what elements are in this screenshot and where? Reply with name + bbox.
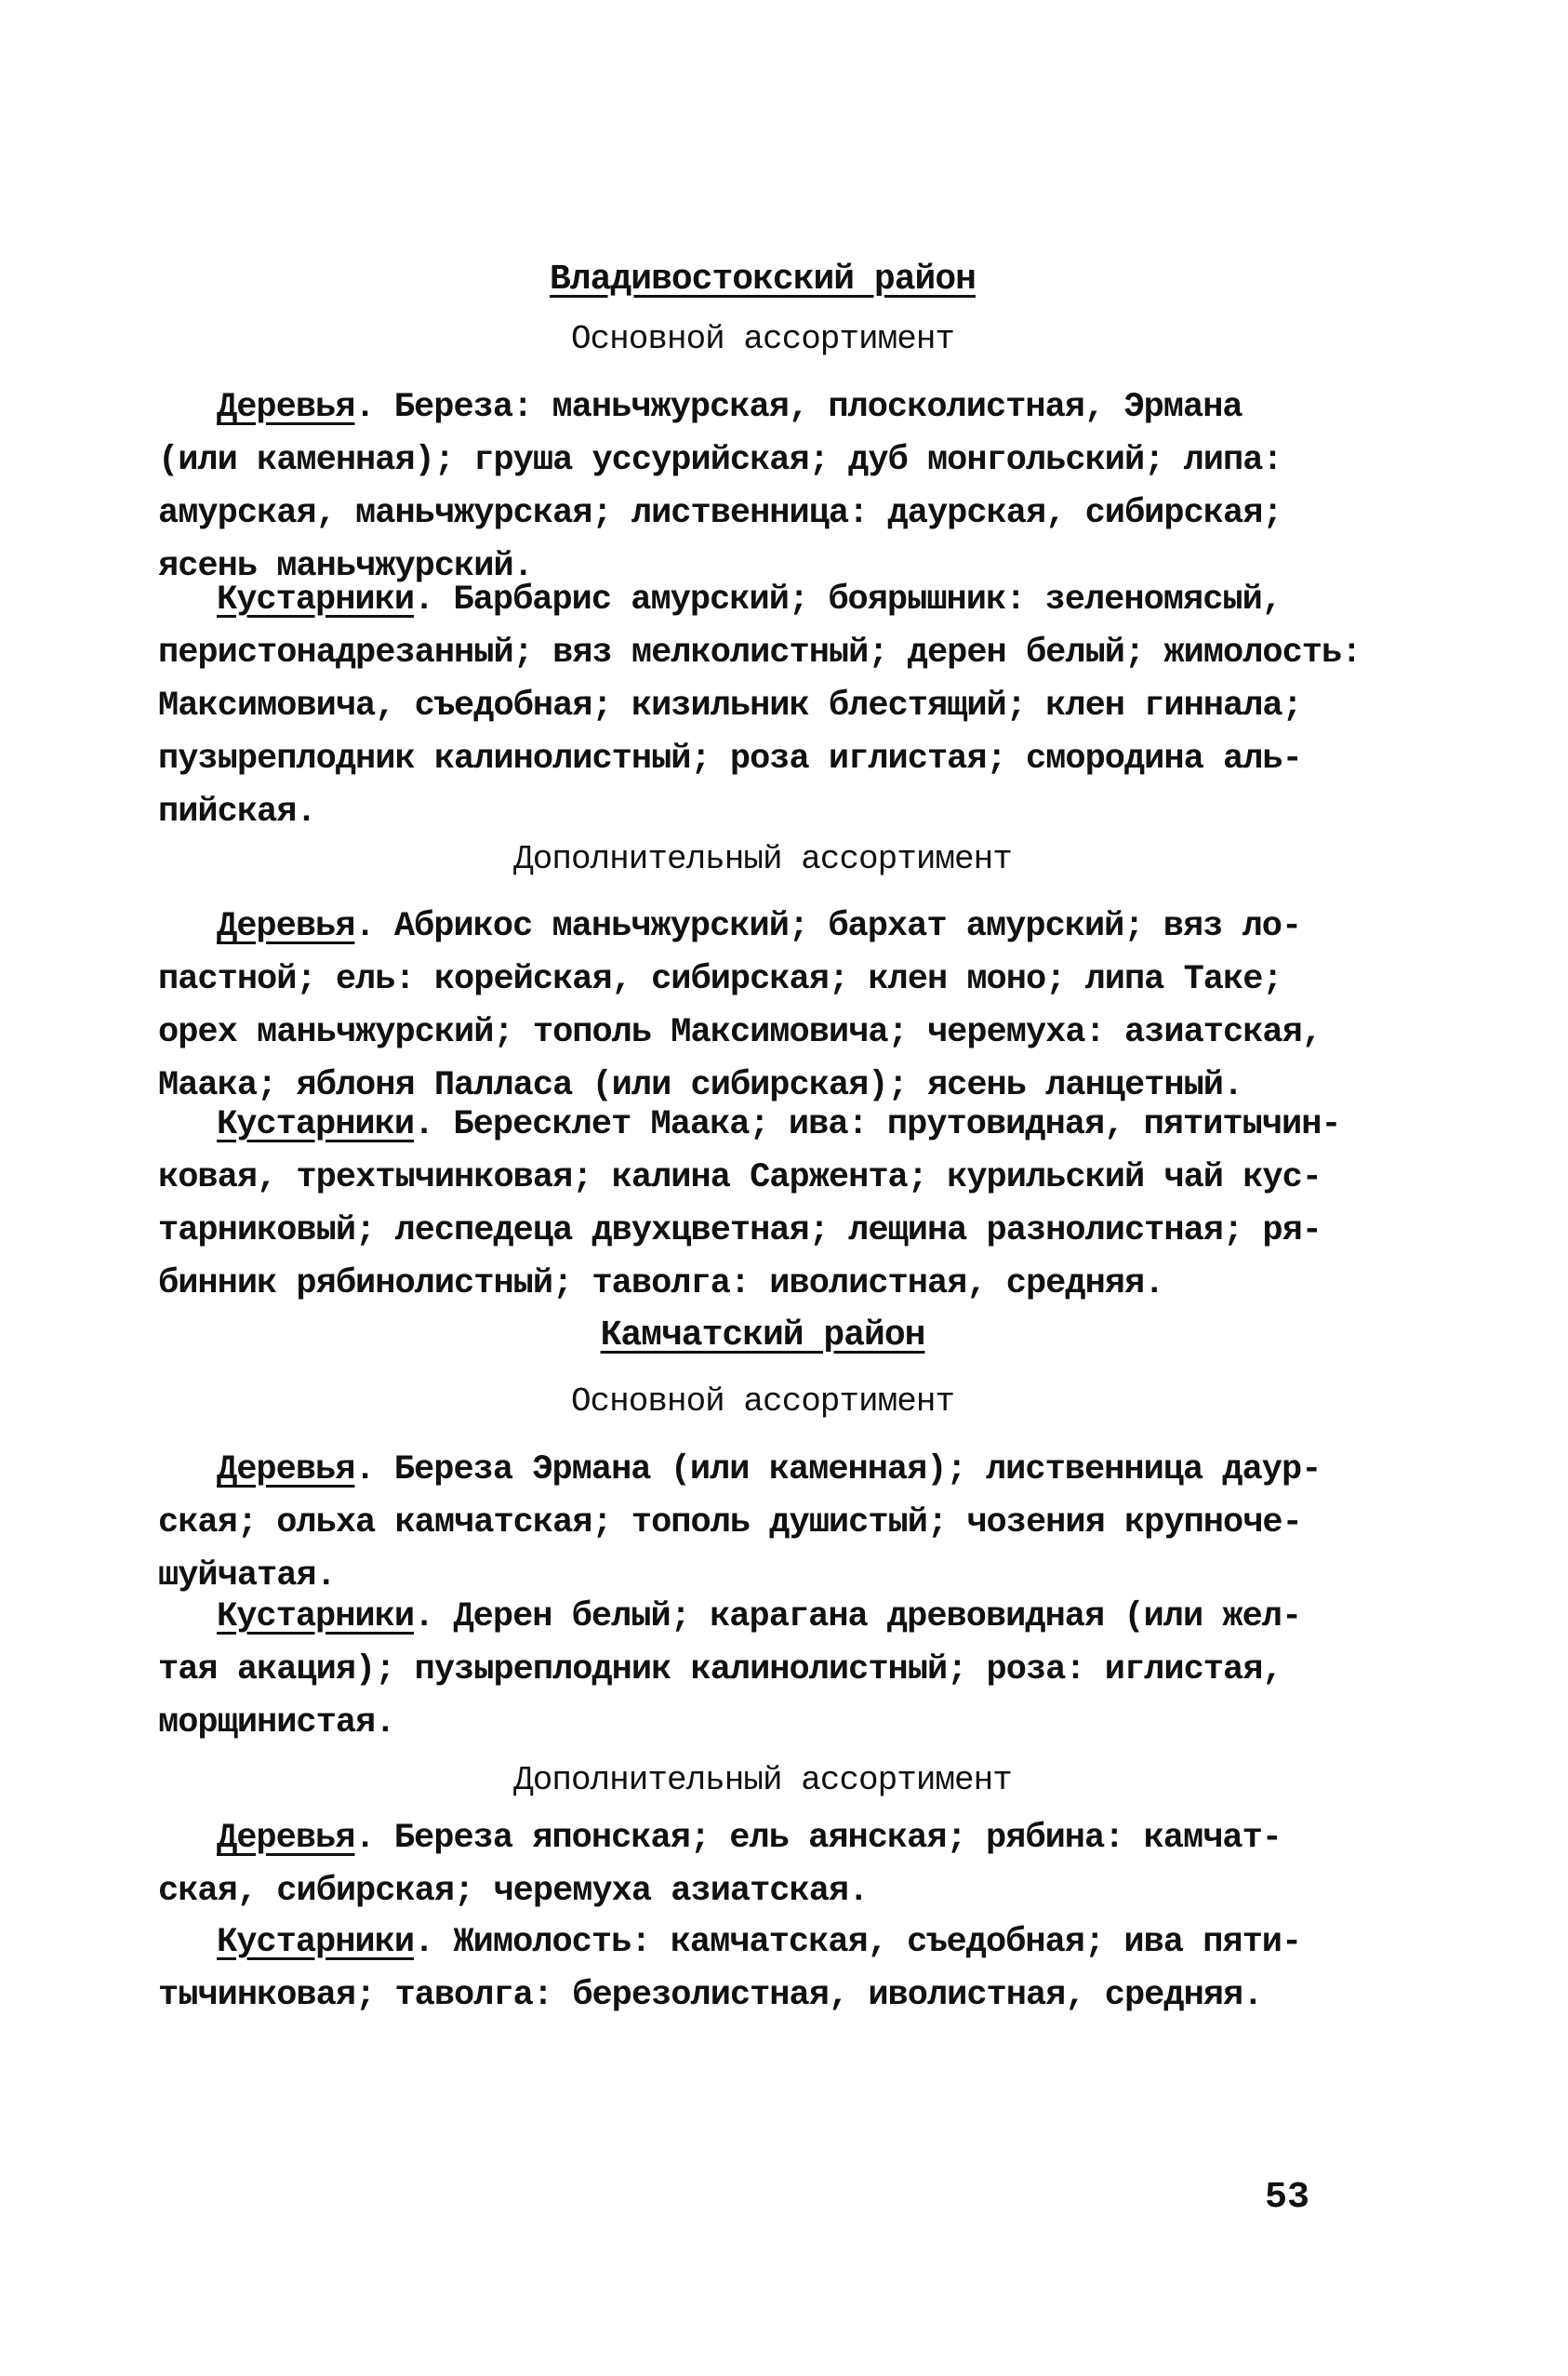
paragraph-extra-shrubs-cont <box>158 1152 1367 1311</box>
label-shrubs: Кустарники <box>217 1105 415 1144</box>
text-line: орех маньчжурский; тополь Максимовича; черемуха: азиатская, <box>158 1013 1322 1052</box>
text-line: пузыреплодник калинолистный; роза иглистая; смородина аль- <box>158 740 1302 779</box>
region-title-kamchatka <box>158 1309 1367 1362</box>
text-line: тычинковая; таволга: березолистная, иволистная, средняя. <box>158 1976 1263 2015</box>
text-line: . Абрикос маньчжурский; бархат амурский; вяз ло- <box>354 907 1302 946</box>
region-title-vladivostok <box>158 253 1367 306</box>
text-line: . Барбарис амурский; боярышник: зеленомясый, <box>414 581 1282 620</box>
heading-extra-assortment: Дополнительный ассортимент <box>513 840 1012 878</box>
text-line: тарниковый; леспедеца двухцветная; лещина разнолистная; ря- <box>158 1211 1322 1250</box>
paragraph-main-trees <box>217 381 1426 434</box>
region-title-text: Владивостокский район <box>550 260 976 300</box>
paragraph-main-trees <box>217 1444 1426 1497</box>
text-line: (или каменная); груша уссурийская; дуб монгольский; липа: <box>158 441 1282 480</box>
text-line: ская; ольха камчатская; тополь душистый; чозения крупноче- <box>158 1503 1302 1542</box>
heading-main-assortment: Основной ассортимент <box>570 320 955 358</box>
paragraph-main-shrubs-cont <box>158 1644 1367 1750</box>
label-shrubs: Кустарники <box>217 1597 415 1636</box>
label-trees: Деревья <box>217 388 355 427</box>
label-trees: Деревья <box>217 1819 355 1858</box>
paragraph-main-shrubs-cont <box>158 627 1367 839</box>
page-number: 53 <box>1265 2177 1310 2219</box>
text-line: шуйчатая. <box>158 1556 336 1595</box>
text-line: пийская. <box>158 793 316 832</box>
paragraph-extra-shrubs-cont <box>158 1969 1367 2022</box>
paragraph-extra-trees <box>217 901 1426 954</box>
text-line: ясень маньчжурский. <box>158 547 533 586</box>
text-line: . Береза японская; ель аянская; рябина: камчат- <box>354 1819 1282 1858</box>
text-line: тая акация); пузыреплодник калинолистный; роза: иглистая, <box>158 1650 1282 1689</box>
label-trees: Деревья <box>217 907 355 946</box>
text-line: ская, сибирская; черемуха азиатская. <box>158 1872 869 1911</box>
paragraph-extra-shrubs <box>217 1099 1426 1152</box>
text-line: . Бересклет Маака; ива: прутовидная, пятитычин- <box>414 1105 1341 1144</box>
paragraph-main-shrubs <box>217 574 1426 627</box>
text-line: . Береза: маньчжурская, плосколистная, Эрмана <box>354 388 1242 427</box>
region-title-text: Камчатский район <box>600 1315 925 1355</box>
text-line: ковая, трехтычинковая; калина Саржента; курильский чай кус- <box>158 1158 1322 1197</box>
paragraph-extra-shrubs <box>217 1916 1426 1969</box>
text-line: . Жимолость: камчатская, съедобная; ива пяти- <box>414 1923 1302 1962</box>
paragraph-main-trees-cont <box>158 1497 1367 1603</box>
text-line: . Береза Эрмана (или каменная); лиственница даур- <box>354 1450 1322 1489</box>
heading-main-assortment: Основной ассортимент <box>570 1382 955 1421</box>
heading-extra-assortment: Дополнительный ассортимент <box>513 1761 1012 1799</box>
label-shrubs: Кустарники <box>217 1923 415 1962</box>
label-shrubs: Кустарники <box>217 581 415 620</box>
text-line: Маака; яблоня Палласа (или сибирская); ясень ланцетный. <box>158 1066 1243 1105</box>
paragraph-extra-trees-cont <box>158 1865 1367 1918</box>
text-line: Максимовича, съедобная; кизильник блестящий; клен гиннала; <box>158 687 1302 726</box>
paragraph-main-shrubs <box>217 1591 1426 1644</box>
text-line: . Дерен белый; карагана древовидная (или жел- <box>414 1597 1302 1636</box>
label-trees: Деревья <box>217 1450 355 1489</box>
text-line: амурская, маньчжурская; лиственница: даурская, сибирская; <box>158 494 1282 533</box>
text-line: морщинистая. <box>158 1703 395 1742</box>
text-line: бинник рябинолистный; таволга: иволистная, средняя. <box>158 1264 1164 1303</box>
paragraph-extra-trees <box>217 1812 1426 1865</box>
paragraph-extra-trees-cont <box>158 954 1367 1113</box>
text-line: перистонадрезанный; вяз мелколистный; дерен белый; жимолость: <box>158 634 1362 673</box>
paragraph-main-trees-cont <box>158 434 1367 594</box>
text-line: пастной; ель: корейская, сибирская; клен моно; липа Таке; <box>158 960 1282 999</box>
